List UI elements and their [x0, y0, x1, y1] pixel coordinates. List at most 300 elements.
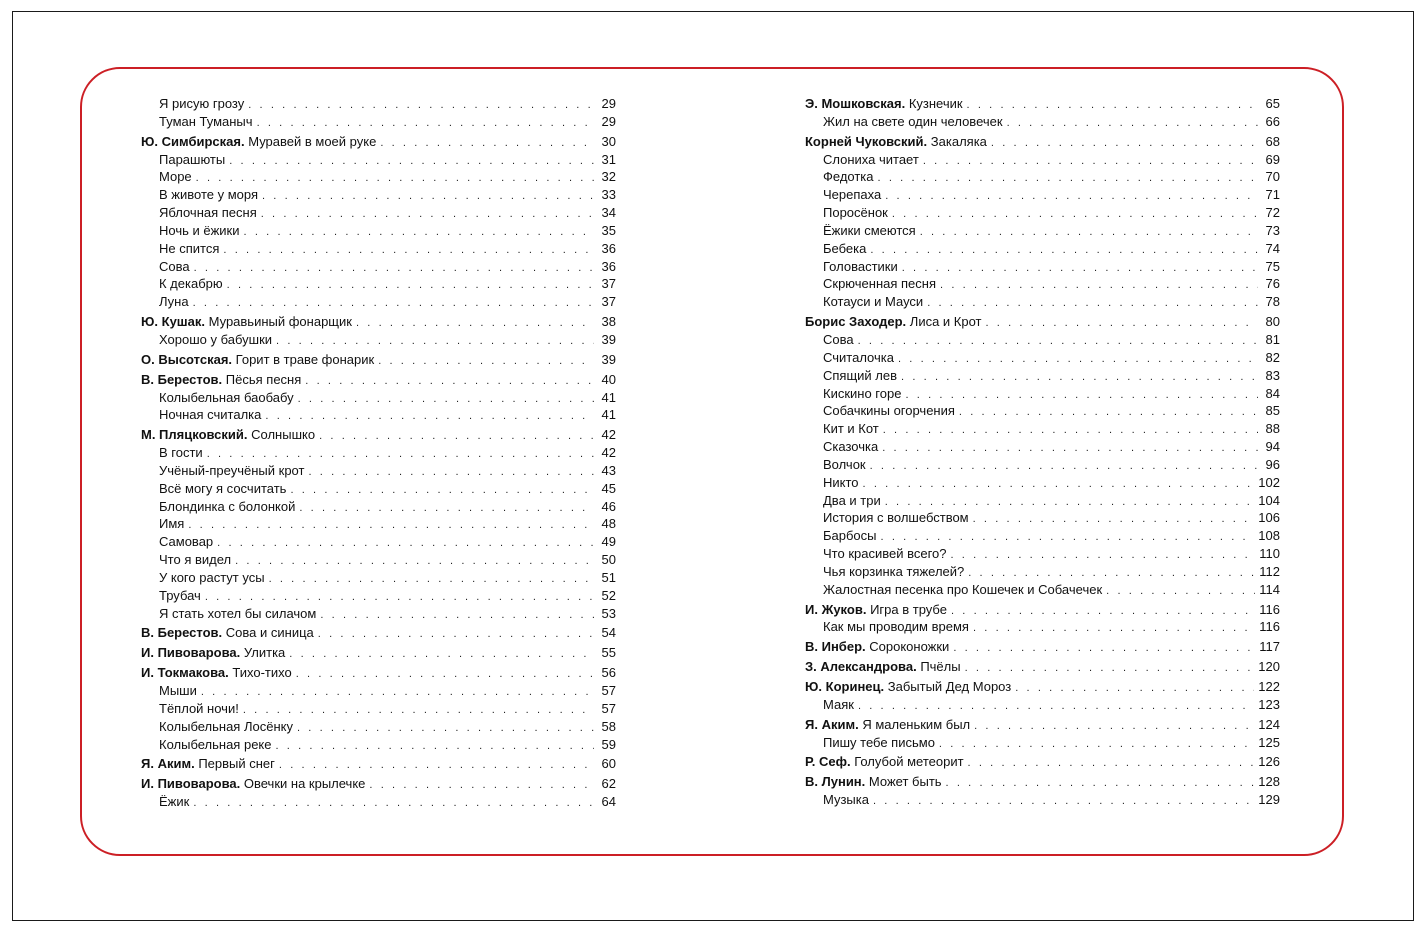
toc-title-text: Сова — [159, 258, 190, 274]
dot-leader — [265, 408, 594, 426]
toc-page-number: 37 — [601, 276, 616, 292]
dot-leader — [188, 517, 594, 535]
toc-entry-title — [823, 222, 916, 240]
toc-page-number: 116 — [1259, 619, 1280, 635]
toc-entry-title — [823, 331, 854, 349]
toc-entry — [805, 545, 1280, 563]
toc-title-text: Колыбельная Лосёнку — [159, 718, 293, 734]
toc-page-number: 104 — [1258, 492, 1280, 508]
toc-page-number: 29 — [601, 96, 616, 111]
toc-title-text: Всё могу я сосчитать — [159, 480, 287, 496]
toc-entry — [141, 204, 616, 222]
toc-page-number: 31 — [601, 151, 616, 167]
toc-entry — [141, 406, 616, 424]
toc-page-number: 129 — [1258, 792, 1280, 808]
toc-page-number: 120 — [1258, 659, 1280, 675]
toc-author-group — [141, 624, 616, 642]
toc-page-number: 59 — [601, 736, 616, 752]
toc-page-number: 55 — [601, 645, 616, 661]
toc-page-number: 38 — [601, 314, 616, 330]
toc-entry-title — [823, 349, 894, 367]
toc-entry-title — [159, 275, 223, 293]
toc-title-text: Ёжик — [159, 794, 190, 810]
toc-entry — [141, 426, 616, 444]
toc-page-number: 39 — [601, 351, 616, 367]
dot-leader — [1015, 680, 1254, 698]
dot-leader — [959, 404, 1258, 422]
dot-leader — [193, 795, 594, 813]
toc-entry-title — [805, 678, 1011, 696]
toc-entry-title — [141, 775, 365, 793]
dot-leader — [308, 464, 594, 482]
toc-entry — [141, 533, 616, 551]
toc-entry — [805, 753, 1280, 771]
dot-leader — [1007, 115, 1258, 133]
dot-leader — [269, 571, 594, 589]
toc-author-group — [141, 313, 616, 349]
toc-entry-title — [823, 545, 947, 563]
toc-title-text: Скрюченная песня — [823, 276, 937, 292]
toc-entry — [805, 456, 1280, 474]
toc-entry-title — [159, 736, 272, 754]
toc-entry-title — [823, 402, 955, 420]
toc-entry-title — [159, 718, 293, 736]
toc-title-text: Кит и Кот — [823, 421, 879, 437]
toc-entry — [805, 313, 1280, 331]
toc-entry — [805, 509, 1280, 527]
toc-page-number: 42 — [601, 445, 616, 461]
toc-entry-title — [823, 474, 859, 492]
toc-entry — [805, 240, 1280, 258]
toc-page-number: 45 — [601, 480, 616, 496]
toc-entry-title — [823, 509, 969, 527]
toc-entry-title — [141, 755, 275, 773]
toc-entry — [141, 569, 616, 587]
toc-author-name: В. Инбер. — [805, 639, 866, 655]
toc-entry — [141, 515, 616, 533]
toc-page-number: 74 — [1265, 240, 1280, 256]
toc-entry-title — [823, 168, 874, 186]
toc-page-number: 56 — [601, 665, 616, 681]
toc-entry — [805, 204, 1280, 222]
toc-title-text: Я рисую грозу — [159, 96, 245, 111]
dot-leader — [193, 295, 594, 313]
toc-entry — [805, 402, 1280, 420]
toc-column-right — [805, 95, 1280, 809]
dot-leader — [297, 720, 594, 738]
toc-page-number: 40 — [601, 371, 616, 387]
toc-page-number: 43 — [601, 462, 616, 478]
toc-entry-title — [159, 186, 258, 204]
toc-title-text: Луна — [159, 294, 189, 310]
toc-entry — [141, 624, 616, 642]
toc-entry-title — [823, 734, 935, 752]
toc-title-text: Сова и синица — [225, 625, 314, 641]
toc-page-number: 41 — [601, 407, 616, 423]
toc-title-text: В животе у моря — [159, 187, 258, 203]
toc-entry-title — [805, 716, 970, 734]
toc-title-text: В гости — [159, 445, 203, 461]
toc-title-text: Колыбельная баобабу — [159, 389, 294, 405]
toc-page-number: 82 — [1265, 349, 1280, 365]
toc-author-name: Корней Чуковский. — [805, 133, 928, 149]
toc-page-number: 60 — [601, 756, 616, 772]
toc-entry — [141, 275, 616, 293]
toc-author-group — [141, 351, 616, 369]
toc-page-number: 30 — [601, 133, 616, 149]
toc-entry — [805, 658, 1280, 676]
toc-entry-title — [159, 682, 197, 700]
toc-author-group — [141, 426, 616, 622]
toc-entry — [141, 113, 616, 131]
dot-leader — [902, 260, 1258, 278]
dot-leader — [923, 153, 1258, 171]
dot-leader — [892, 206, 1258, 224]
toc-entry — [805, 95, 1280, 113]
dot-leader — [244, 224, 594, 242]
toc-entry — [805, 773, 1280, 791]
dot-leader — [905, 387, 1258, 405]
toc-entry — [141, 151, 616, 169]
toc-entry-title — [805, 638, 949, 656]
toc-entry — [805, 438, 1280, 456]
toc-entry-title — [159, 240, 219, 258]
dot-leader — [356, 315, 594, 333]
dot-leader — [946, 775, 1255, 793]
toc-entry — [141, 700, 616, 718]
toc-page-number: 57 — [601, 700, 616, 716]
toc-page-number: 84 — [1265, 385, 1280, 401]
dot-leader — [968, 755, 1255, 773]
toc-title-text: Музыка — [823, 792, 869, 808]
toc-entry — [805, 527, 1280, 545]
toc-entry — [805, 275, 1280, 293]
toc-title-text: Блондинка с болонкой — [159, 498, 296, 514]
toc-entry-title — [141, 644, 285, 662]
toc-entry — [805, 638, 1280, 656]
toc-entry — [141, 186, 616, 204]
toc-entry-title — [823, 618, 969, 636]
dot-leader — [898, 351, 1258, 369]
toc-author-name: И. Пивоварова. — [141, 645, 241, 661]
toc-page-number: 114 — [1259, 581, 1280, 597]
toc-entry-title — [823, 275, 936, 293]
toc-page-number: 73 — [1265, 222, 1280, 238]
dot-leader — [318, 626, 594, 644]
toc-title-text: Мыши — [159, 683, 197, 698]
dot-leader — [863, 476, 1255, 494]
dot-leader — [229, 153, 594, 171]
toc-author-group — [805, 716, 1280, 752]
toc-entry-title — [141, 133, 376, 151]
toc-entry-title — [141, 664, 292, 682]
toc-title-text: Трубач — [159, 587, 201, 603]
toc-page-number: 58 — [601, 718, 616, 734]
toc-page-number: 117 — [1259, 639, 1280, 655]
toc-title-text: Учёный-преучёный крот — [159, 462, 305, 478]
toc-title-text: Что я видел — [159, 552, 232, 568]
dot-leader — [276, 333, 594, 351]
toc-entry-title — [823, 438, 878, 456]
toc-entry-title — [823, 113, 1003, 131]
toc-page-number: 80 — [1265, 314, 1280, 330]
toc-page-number: 72 — [1265, 205, 1280, 221]
toc-entry-title — [141, 426, 315, 444]
dot-leader — [235, 553, 594, 571]
toc-author-group — [805, 773, 1280, 809]
toc-entry-title — [823, 151, 919, 169]
toc-page-number: 78 — [1265, 294, 1280, 310]
dot-leader — [986, 315, 1259, 333]
toc-title-text: Маяк — [823, 696, 854, 712]
toc-title-text: Я маленьким был — [862, 716, 971, 732]
toc-entry-title — [159, 258, 190, 276]
toc-title-text: Закаляка — [930, 133, 987, 149]
toc-author-group — [141, 664, 616, 753]
toc-author-name: Борис Заходер. — [805, 314, 907, 330]
toc-entry — [805, 168, 1280, 186]
toc-title-text: Котауси и Мауси — [823, 294, 924, 310]
toc-title-text: История с волшебством — [823, 510, 969, 526]
toc-title-text: Ёжики смеются — [823, 222, 916, 238]
toc-page-number: 51 — [601, 569, 616, 585]
toc-entry-title — [159, 204, 257, 222]
toc-entry — [141, 644, 616, 662]
toc-title-text: Черепаха — [823, 187, 882, 203]
toc-entry-title — [159, 515, 184, 533]
toc-page-number: 128 — [1258, 774, 1280, 790]
toc-entry-title — [823, 492, 881, 510]
toc-entry-title — [823, 204, 888, 222]
toc-title-text: Собачкины огорчения — [823, 403, 955, 419]
dot-leader — [1106, 583, 1255, 601]
toc-entry — [805, 618, 1280, 636]
toc-entry — [141, 331, 616, 349]
dot-leader — [223, 242, 594, 260]
toc-entry — [141, 168, 616, 186]
toc-entry — [141, 389, 616, 407]
toc-title-text: Голубой метеорит — [854, 754, 964, 770]
toc-title-text: Головастики — [823, 258, 898, 274]
toc-author-name: Ю. Кушак. — [141, 314, 205, 330]
toc-entry-title — [159, 389, 294, 407]
toc-title-text: Жалостная песенка про Кошечек и Собачечек — [823, 581, 1103, 597]
toc-title-text: Хорошо у бабушки — [159, 331, 273, 347]
toc-title-text: Пчёлы — [920, 659, 961, 675]
toc-title-text: Кискино горе — [823, 385, 902, 401]
toc-page-number: 110 — [1259, 546, 1280, 562]
toc-title-text: Тёплой ночи! — [159, 700, 239, 716]
toc-entry — [805, 113, 1280, 131]
toc-page-number: 53 — [601, 605, 616, 621]
toc-page-number: 69 — [1265, 151, 1280, 167]
toc-page-number: 88 — [1265, 421, 1280, 437]
dot-leader — [290, 482, 594, 500]
toc-title-text: Что красивей всего? — [823, 546, 947, 562]
toc-entry-title — [159, 462, 304, 480]
toc-title-text: Спящий лев — [823, 367, 898, 383]
dot-leader — [920, 224, 1258, 242]
toc-title-text: Сказочка — [823, 439, 879, 455]
dot-leader — [248, 97, 594, 115]
toc-page-number: 48 — [601, 516, 616, 532]
toc-author-group — [805, 601, 1280, 637]
toc-entry — [141, 95, 616, 113]
toc-entry-title — [159, 551, 231, 569]
dot-leader — [262, 188, 594, 206]
toc-entry-title — [823, 791, 869, 809]
toc-page-number: 123 — [1258, 696, 1280, 712]
toc-entry — [141, 444, 616, 462]
dot-leader — [885, 188, 1258, 206]
toc-page-number: 122 — [1258, 679, 1280, 694]
toc-page-number: 126 — [1258, 754, 1280, 770]
toc-page-number: 33 — [601, 187, 616, 203]
toc-title-text: Сова — [823, 331, 854, 347]
toc-page-number: 112 — [1259, 563, 1280, 579]
toc-title-text: Может быть — [868, 774, 942, 790]
toc-entry — [141, 605, 616, 623]
toc-entry — [805, 258, 1280, 276]
toc-page-number: 62 — [601, 776, 616, 792]
toc-title-text: Федотка — [823, 169, 874, 185]
toc-author-group — [141, 755, 616, 773]
toc-title-text: Парашюты — [159, 151, 226, 167]
toc-entry — [141, 222, 616, 240]
toc-entry-title — [823, 527, 877, 545]
toc-page-number: 108 — [1258, 528, 1280, 544]
toc-entry — [141, 293, 616, 311]
toc-entry-title — [159, 605, 316, 623]
toc-title-text: Игра в трубе — [870, 601, 947, 617]
toc-title-text: Ночная считалка — [159, 407, 262, 423]
dot-leader — [858, 333, 1258, 351]
toc-author-group — [805, 133, 1280, 311]
dot-leader — [243, 702, 594, 720]
toc-entry-title — [159, 569, 265, 587]
toc-title-text: Не спится — [159, 240, 220, 256]
toc-entry — [141, 351, 616, 369]
toc-title-text: Овечки на крылечке — [243, 776, 366, 792]
toc-entry-title — [159, 113, 253, 131]
toc-title-text: Сороконожки — [869, 639, 950, 655]
toc-entry — [141, 736, 616, 754]
toc-page-number: 66 — [1265, 113, 1280, 129]
toc-page-number: 83 — [1265, 367, 1280, 383]
toc-entry — [805, 331, 1280, 349]
toc-entry-title — [805, 95, 963, 113]
toc-entry-title — [823, 385, 901, 403]
toc-entry — [805, 349, 1280, 367]
dot-leader — [217, 535, 594, 553]
toc-page-number: 39 — [601, 331, 616, 347]
toc-entry — [141, 718, 616, 736]
toc-title-text: Ночь и ёжики — [159, 222, 240, 238]
toc-title-text: У кого растут усы — [159, 569, 265, 585]
dot-leader — [276, 738, 595, 756]
toc-entry — [805, 563, 1280, 581]
toc-page-number: 75 — [1265, 258, 1280, 274]
toc-entry-title — [159, 151, 225, 169]
toc-title-text: Солнышко — [251, 427, 316, 443]
toc-page-number: 70 — [1265, 169, 1280, 185]
toc-entry-title — [805, 658, 961, 676]
toc-entry-title — [805, 133, 987, 151]
dot-leader — [870, 458, 1258, 476]
dot-leader — [901, 369, 1258, 387]
toc-author-group — [805, 638, 1280, 656]
toc-entry-title — [141, 371, 301, 389]
toc-title-text: Поросёнок — [823, 205, 888, 221]
toc-entry — [141, 258, 616, 276]
dot-leader — [973, 620, 1255, 638]
dot-leader — [298, 391, 594, 409]
toc-entry-title — [823, 240, 866, 258]
dot-leader — [939, 736, 1254, 754]
toc-page-number: 36 — [601, 240, 616, 256]
toc-entry — [141, 313, 616, 331]
toc-title-text: К декабрю — [159, 276, 223, 292]
toc-entry-title — [805, 773, 942, 791]
toc-entry-title — [805, 753, 964, 771]
toc-title-text: Забытый Дед Мороз — [887, 679, 1012, 694]
toc-entry-title — [823, 581, 1102, 599]
toc-entry-title — [141, 313, 352, 331]
dot-leader — [967, 97, 1258, 115]
toc-page-number: 32 — [601, 169, 616, 185]
toc-title-text: Колыбельная реке — [159, 736, 272, 752]
toc-entry-title — [823, 367, 897, 385]
toc-author-name: В. Берестов. — [141, 371, 223, 387]
toc-author-group — [805, 95, 1280, 131]
dot-leader — [369, 777, 594, 795]
toc-entry-title — [823, 258, 898, 276]
toc-author-name: И. Пивоварова. — [141, 776, 241, 792]
toc-author-group — [805, 678, 1280, 714]
toc-entry — [805, 734, 1280, 752]
toc-title-text: Пишу тебе письмо — [823, 734, 935, 750]
toc-entry — [141, 371, 616, 389]
toc-author-name: В. Лунин. — [805, 774, 866, 790]
dot-leader — [320, 607, 594, 625]
toc-author-name: В. Берестов. — [141, 625, 223, 641]
toc-author-group — [805, 658, 1280, 676]
dot-leader — [319, 428, 594, 446]
toc-page-number: 65 — [1265, 96, 1280, 111]
toc-author-name: О. Высотская. — [141, 351, 233, 367]
toc-entry — [805, 492, 1280, 510]
dot-leader — [883, 422, 1258, 440]
toc-title-text: Жил на свете один человечек — [823, 113, 1003, 129]
dot-leader — [279, 757, 594, 775]
toc-entry-title — [159, 444, 203, 462]
toc-page-number: 102 — [1258, 474, 1280, 490]
dot-leader — [257, 115, 594, 133]
toc-entry-title — [159, 498, 295, 516]
toc-title-text: Горит в траве фонарик — [235, 351, 375, 367]
toc-title-text: Муравьиный фонарщик — [208, 314, 352, 330]
toc-page-number: 29 — [601, 113, 616, 129]
dot-leader — [873, 793, 1254, 811]
toc-entry — [805, 791, 1280, 809]
dot-leader — [974, 718, 1254, 736]
dot-leader — [940, 277, 1258, 295]
toc-entry — [805, 420, 1280, 438]
toc-author-name: М. Пляцковский. — [141, 427, 248, 443]
toc-title-text: Туман Туманыч — [159, 113, 253, 129]
toc-page-number: 106 — [1258, 510, 1280, 526]
toc-title-text: Никто — [823, 474, 859, 490]
